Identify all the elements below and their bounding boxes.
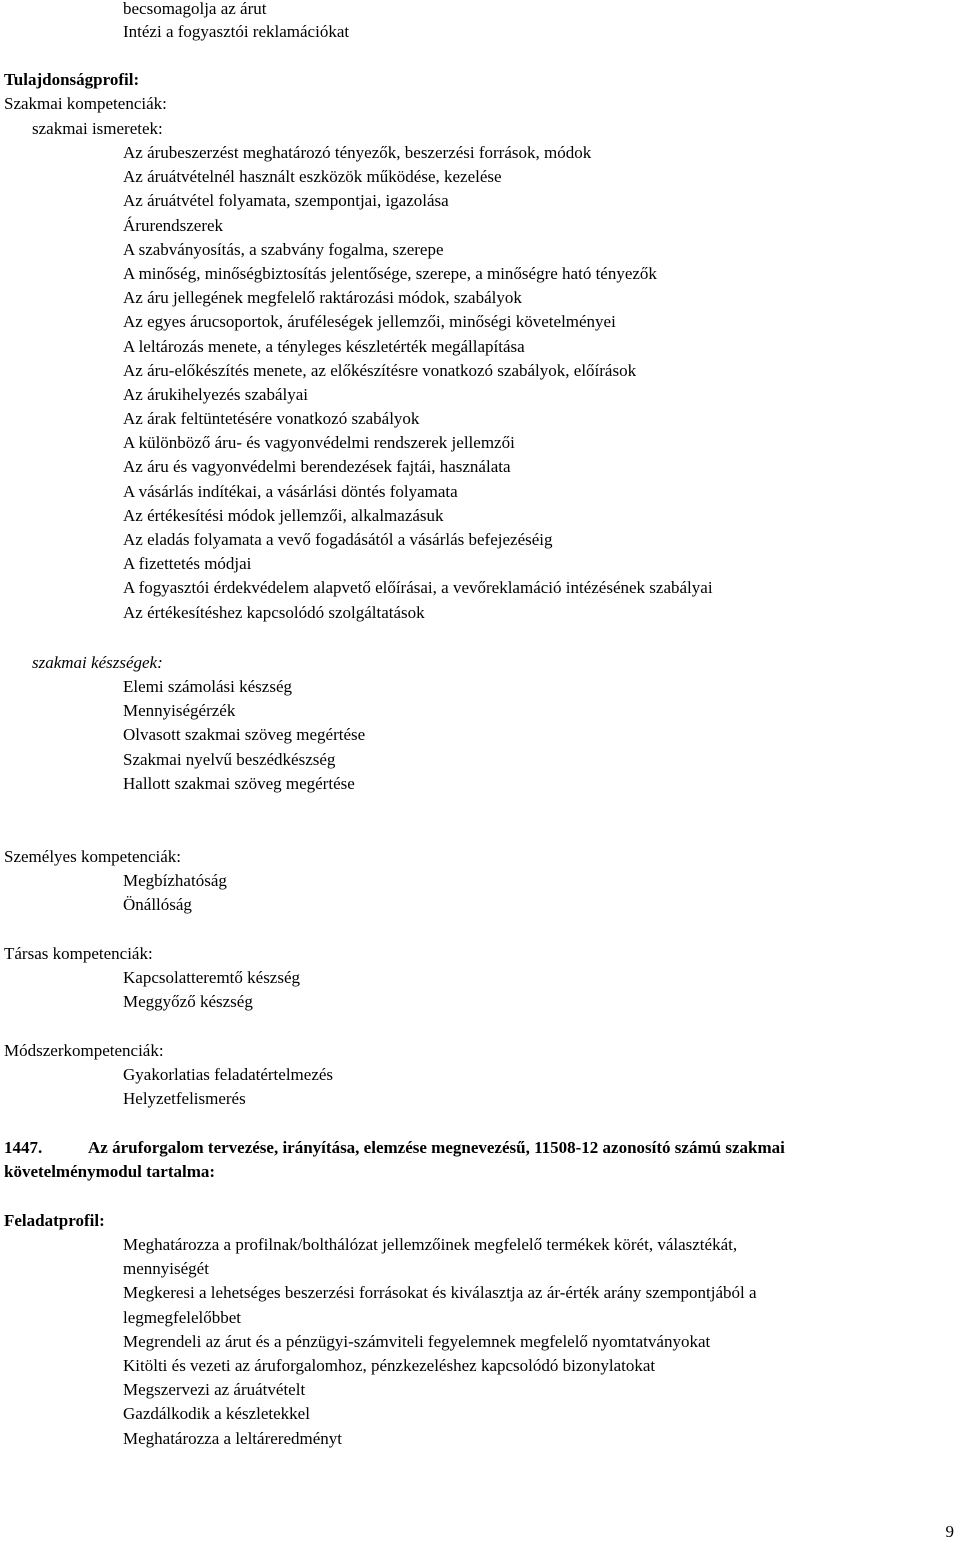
list-item: Meggyőző készség — [123, 992, 253, 1012]
list-item: Szakmai nyelvű beszédkészség — [123, 749, 336, 769]
list-item: Árurendszerek — [123, 215, 224, 235]
szemelyes-kompetenciak-label: Személyes kompetenciák: — [4, 847, 182, 866]
feladatprofil-list — [123, 1233, 757, 1451]
tulajdonsagprofil-heading: Tulajdonságprofil: — [4, 70, 140, 89]
list-item: Kapcsolatteremtő készség — [123, 968, 301, 987]
feladatprofil-heading: Feladatprofil: — [4, 1211, 105, 1230]
list-item: Az értékesítési módok jellemzői, alkalmazásuk — [123, 505, 444, 525]
list-item: A fizettetés módjai — [123, 554, 252, 574]
list-item: mennyiségét — [123, 1259, 209, 1279]
list-item: Kitölti és vezeti az áruforgalomhoz, pénzkezeléshez kapcsolódó bizonylatokat — [123, 1355, 656, 1375]
list-item: Az árukihelyezés szabályai — [123, 384, 309, 404]
szakmai-ismeretek-label: szakmai ismeretek: — [32, 119, 163, 138]
top-line-2: Intézi a fogyasztói reklamációkat — [123, 22, 350, 41]
list-item: legmegfelelőbbet — [123, 1307, 242, 1327]
list-item: Az áruátvétel folyamata, szempontjai, igazolása — [123, 191, 449, 211]
list-item: Az értékesítéshez kapcsolódó szolgáltatások — [123, 602, 425, 622]
list-item: Az egyes árucsoportok, áruféleségek jellemzői, minőségi követelményei — [123, 312, 616, 332]
list-item: A fogyasztói érdekvédelem alapvető előírásai, a vevőreklamáció intézésének szabályai — [123, 578, 713, 598]
list-item: Az áru-előkészítés menete, az előkészítésre vonatkozó szabályok, előírások — [123, 360, 637, 380]
list-item: Megbízhatóság — [123, 871, 227, 890]
section-title-line-1: Az áruforgalom tervezése, irányítása, elemzése megnevezésű, 11508-12 azonosító számú szakmai — [88, 1138, 785, 1157]
list-item: Megkeresi a lehetséges beszerzési forrásokat és kiválasztja az ár-érték arány szempontjából a — [123, 1283, 757, 1303]
list-item: Hallott szakmai szöveg megértése — [123, 773, 355, 793]
list-item: A vásárlás indítékai, a vásárlási döntés folyamata — [123, 481, 458, 501]
list-item: A minőség, minőségbiztosítás jelentősége, szerepe, a minőségre ható tényezők — [123, 263, 657, 283]
list-item: Megszervezi az áruátvételt — [123, 1380, 306, 1400]
list-item: Az áru jellegének megfelelő raktározási módok, szabályok — [123, 288, 522, 308]
tarsas-kompetenciak-list — [123, 966, 300, 1014]
modszerkompetenciak-list — [123, 1063, 333, 1111]
list-item: Meghatározza a profilnak/bolthálózat jellemzőinek megfelelő termékek körét, választékát, — [123, 1235, 738, 1254]
list-item: Helyzetfelismerés — [123, 1089, 246, 1109]
list-item: Az árak feltüntetésére vonatkozó szabályok — [123, 409, 420, 429]
list-item: Az áru és vagyonvédelmi berendezések fajtái, használata — [123, 457, 511, 477]
list-item: Olvasott szakmai szöveg megértése — [123, 725, 366, 745]
list-item: Gazdálkodik a készletekkel — [123, 1404, 310, 1424]
list-item: Az eladás folyamata a vevő fogadásától a vásárlás befejezéséig — [123, 530, 553, 549]
list-item: Meghatározza a leltáreredményt — [123, 1428, 342, 1448]
page-number: 9 — [945, 1522, 954, 1541]
szakmai-kompetenciak-label: Szakmai kompetenciák: — [4, 94, 167, 113]
modszerkompetenciak-label: Módszerkompetenciák: — [4, 1041, 164, 1060]
list-item: Önállóság — [123, 895, 192, 915]
list-item: Elemi számolási készség — [123, 677, 293, 696]
szemelyes-kompetenciak-list — [123, 869, 227, 917]
szakmai-keszsegek-label: szakmai készségek: — [32, 653, 163, 672]
list-item: Az áruátvételnél használt eszközök működése, kezelése — [123, 167, 502, 187]
list-item: Megrendeli az árut és a pénzügyi-számviteli fegyelemnek megfelelő nyomtatványokat — [123, 1331, 711, 1351]
list-item: A leltározás menete, a tényleges készletérték megállapítása — [123, 336, 525, 356]
list-item: Az árubeszerzést meghatározó tényezők, beszerzési források, módok — [123, 143, 592, 162]
list-item: Mennyiségérzék — [123, 701, 236, 721]
section-title-line-2: követelménymodul tartalma: — [4, 1162, 216, 1181]
szakmai-keszsegek-list — [123, 675, 365, 796]
list-item: A különböző áru- és vagyonvédelmi rendszerek jellemzői — [123, 433, 515, 453]
section-number: 1447. — [4, 1138, 43, 1157]
tarsas-kompetenciak-label: Társas kompetenciák: — [4, 944, 153, 963]
list-item: A szabványosítás, a szabvány fogalma, szerepe — [123, 239, 444, 259]
szakmai-ismeretek-list — [123, 141, 713, 625]
top-line-1: becsomagolja az árut — [123, 0, 267, 18]
list-item: Gyakorlatias feladatértelmezés — [123, 1065, 334, 1084]
